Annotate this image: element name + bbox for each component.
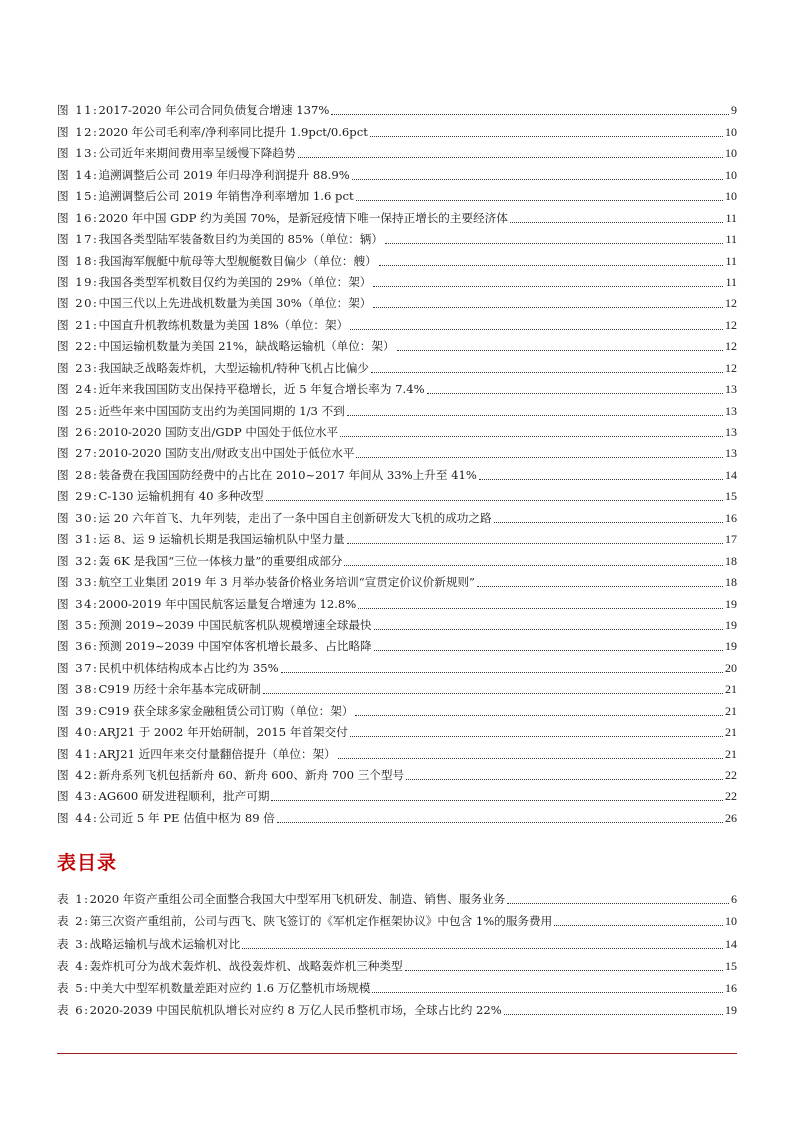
figure-entry-label: 图 22: [57,339,99,354]
leader-dots [507,892,729,906]
figure-entry-title: 中国运输机数量为美国 21%，缺战略运输机（单位：架） [98,339,395,354]
leader-dots [405,959,723,973]
leader-dots [504,1003,723,1017]
figure-entry-title: 2020 年公司毛利率/净利率同比提升 1.9pct/0.6pct [98,124,368,139]
figure-entry-page-number: 10 [725,167,737,182]
leader-dots [510,211,724,225]
leader-dots [554,914,723,928]
leader-dots [355,704,723,718]
figure-entry[interactable] [57,589,737,610]
figure-entry-title: 2010-2020 国防支出/财政支出中国处于低位水平 [98,446,355,461]
table-entry-page-number: 14 [725,936,737,951]
figure-entry-label: 图 44: [57,810,99,825]
figure-entry[interactable] [57,182,737,203]
figure-entry-label: 图 11: [57,103,99,118]
leader-dots [338,747,723,761]
leader-dots [374,639,723,653]
figure-entry[interactable] [57,503,737,524]
figure-entry-title: C919 获全球多家金融租赁公司订购（单位：架） [98,703,354,718]
table-entry-title: 2020 年资产重组公司全面整合我国大中型军用飞机研发、制造、销售、服务业务 [89,892,506,907]
figure-entry-page-number: 13 [725,425,737,439]
leader-dots [479,468,723,482]
figure-entry-page-number: 12 [725,360,737,375]
figure-entry[interactable] [57,203,737,224]
figure-entry-page-number: 16 [725,510,737,525]
figure-entry-title: 运 8、运 9 运输机长期是我国运输机队中坚力量 [98,532,345,547]
figure-entry[interactable] [57,375,737,396]
figure-entry-page-number: 14 [725,467,737,482]
figure-entry[interactable] [57,739,737,760]
figure-entry-title: 追溯调整后公司 2019 年销售净利率增加 1.6 pct [98,189,354,204]
figure-entry-page-number: 18 [725,553,737,568]
figure-entry-page-number: 11 [725,232,737,247]
figure-entry-title: 轰 6K 是我国“三位一体核力量”的重要组成部分 [98,553,343,568]
leader-dots [271,789,723,803]
figure-entry-title: 2020 年中国 GDP 约为美国 70%，是新冠疫情下唯一保持正增长的主要经济体 [98,210,508,225]
leader-dots [373,275,723,289]
leader-dots [373,296,723,310]
figure-entry-page-number: 21 [725,703,737,718]
table-entry[interactable] [57,951,737,973]
leader-dots [385,232,723,246]
figure-entry-title: 公司近 5 年 PE 估值中枢为 89 倍 [98,810,275,825]
figure-entry-title: C919 历经十余年基本完成研制 [98,682,261,697]
figure-entry-label: 图 17: [57,232,99,247]
figure-entry-label: 图 30: [57,510,99,525]
table-entry-title: 2020-2039 中国民航机队增长对应约 8 万亿人民币整机市场，全球占比约 22% [89,1003,502,1018]
figure-entry[interactable] [57,675,737,696]
leader-dots [370,125,723,139]
figure-entry-label: 图 20: [57,296,99,311]
figure-entry-title: 近年来我国国防支出保持平稳增长，近 5 年复合增长率为 7.4% [98,382,425,397]
leader-dots [277,811,723,825]
leader-dots [379,254,724,268]
figure-entry-page-number: 12 [725,317,737,332]
figure-entry-label: 图 37: [57,660,99,675]
figure-entry[interactable] [57,160,737,181]
figure-entry-title: 预测 2019~2039 中国窄体客机增长最多、占比略降 [98,639,372,654]
figure-entry-title: 中国直升机教练机数量为美国 18%（单位：架） [98,317,349,332]
table-list [57,884,737,1017]
figure-entry[interactable] [57,353,737,374]
figure-entry-page-number: 12 [725,339,737,354]
figure-entry-page-number: 11 [725,274,737,289]
figure-entry-label: 图 15: [57,189,99,204]
figure-entry-page-number: 20 [725,660,737,675]
table-entry[interactable] [57,928,737,950]
table-entry-title: 中美大中型军机数量差距对应约 1.6 万亿整机市场规模 [89,980,371,995]
figure-entry-page-number: 22 [725,789,737,804]
figure-entry-page-number: 13 [725,403,737,418]
figure-entry-title: 航空工业集团 2019 年 3 月举办装备价格业务培训“宣贯定价议价新规则” [98,575,475,590]
table-entry-title: 战略运输机与战术运输机对比 [89,936,241,951]
figure-entry-page-number: 19 [725,617,737,632]
figure-entry-page-number: 21 [725,725,737,740]
figure-entry-title: 我国各类型陆军装备数目约为美国的 85%（单位：辆） [98,232,383,247]
figure-entry-page-number: 17 [725,532,737,547]
leader-dots [397,339,723,353]
figure-entry[interactable] [57,482,737,503]
figure-entry-label: 图 25: [57,403,99,418]
figure-entry-label: 图 41: [57,746,99,761]
figure-entry-title: 装备费在我国国防经费中的占比在 2010~2017 年间从 33%上升至 41% [98,467,477,482]
figure-entry-title: 我国海军舰艇中航母等大型舰艇数目偏少（单位：艘） [98,253,377,268]
figure-entry[interactable] [57,460,737,481]
figure-entry-page-number: 11 [725,253,737,268]
table-entry-label: 表 1: [57,892,90,907]
leader-dots [356,189,723,203]
figure-entry-page-number: 21 [725,746,737,761]
figure-entry-label: 图 43: [57,789,99,804]
figure-entry-label: 图 31: [57,532,99,547]
figure-entry-title: 2010-2020 国防支出/GDP 中国处于低位水平 [98,425,339,439]
table-entry-label: 表 3: [57,936,90,951]
leader-dots [263,682,723,696]
leader-dots [347,404,723,418]
figure-entry-title: 追溯调整后公司 2019 年归母净利润提升 88.9% [98,167,350,182]
leader-dots [344,554,723,568]
figure-entry-label: 图 40: [57,725,99,740]
figure-entry-title: ARJ21 近四年来交付量翻倍提升（单位：架） [98,746,336,761]
figure-entry-page-number: 13 [725,382,737,397]
leader-dots [406,768,723,782]
figure-entry-title: 预测 2019~2039 中国民航客机队规模增速全球最快 [98,617,372,632]
leader-dots [352,168,723,182]
figure-entry-label: 图 13: [57,146,99,161]
figure-entry-label: 图 42: [57,768,99,782]
figure-entry-label: 图 33: [57,575,99,590]
figure-entry[interactable] [57,439,737,460]
figure-entry-page-number: 15 [725,489,737,504]
table-entry[interactable] [57,995,737,1017]
figure-entry-label: 图 14: [57,167,99,182]
table-entry-page-number: 15 [725,958,737,973]
figure-entry-page-number: 22 [725,768,737,782]
figure-entry-title: 近些年来中国国防支出约为美国同期的 1/3 不到 [98,403,345,418]
leader-dots [298,146,723,160]
figure-entry[interactable] [57,225,737,246]
leader-dots [242,937,723,951]
figure-entry-label: 图 18: [57,253,99,268]
figure-entry-page-number: 10 [725,189,737,204]
leader-dots [374,618,723,632]
figure-entry-label: 图 29: [57,489,99,504]
figure-entry[interactable] [57,696,737,717]
figure-entry[interactable] [57,332,737,353]
figure-entry[interactable] [57,653,737,674]
figure-entry[interactable] [57,396,737,417]
figure-entry[interactable] [57,546,737,567]
figure-entry-label: 图 34: [57,596,99,611]
figure-entry-title: 新舟系列飞机包括新舟 60、新舟 600、新舟 700 三个型号 [98,768,405,782]
figure-entry-label: 图 19: [57,274,99,289]
figure-entry[interactable] [57,782,737,803]
figure-entry-title: AG600 研发进程顺利，批产可期 [98,789,270,804]
leader-dots [331,103,729,117]
figure-entry[interactable] [57,246,737,267]
figure-entry-label: 图 35: [57,617,99,632]
figure-entry[interactable] [57,611,737,632]
leader-dots [340,425,723,439]
figure-entry-page-number: 18 [725,575,737,590]
figure-entry-title: C-130 运输机拥有 40 多种改型 [98,489,264,504]
figure-entry-page-number: 26 [725,810,737,825]
leader-dots [371,361,723,375]
figure-entry-label: 图 23: [57,360,99,375]
figure-entry[interactable] [57,418,737,439]
table-entry-page-number: 6 [731,892,737,907]
figure-entry[interactable] [57,96,737,117]
figure-entry[interactable] [57,139,737,160]
figure-entry-label: 图 21: [57,317,99,332]
leader-dots [477,575,723,589]
figure-entry-title: 2000-2019 年中国民航客运量复合增速为 12.8% [98,596,357,611]
figure-entry-page-number: 19 [725,596,737,611]
figure-entry-page-number: 12 [725,296,737,311]
figure-entry[interactable] [57,568,737,589]
figure-entry[interactable] [57,289,737,310]
figure-entry-label: 图 26: [57,425,99,439]
figure-entry-label: 图 28: [57,467,99,482]
leader-dots [350,725,723,739]
table-list-heading: 表目录 [57,852,118,874]
leader-dots [356,446,723,460]
leader-dots [372,981,723,995]
figure-entry[interactable] [57,117,737,138]
leader-dots [350,318,723,332]
figure-entry-label: 图 32: [57,553,99,568]
table-entry-label: 表 5: [57,980,90,995]
figure-entry[interactable] [57,803,737,824]
figure-entry[interactable] [57,525,737,546]
table-entry[interactable] [57,906,737,928]
figure-entry-title: 民机中机体结构成本占比约为 35% [98,660,279,675]
figure-entry-title: 运 20 六年首飞、九年列装，走出了一条中国自主创新研发大飞机的成功之路 [98,510,492,525]
table-entry[interactable] [57,973,737,995]
table-entry-label: 表 6: [57,1003,90,1018]
figure-entry-label: 图 36: [57,639,99,654]
table-entry[interactable] [57,884,737,906]
table-entry-label: 表 4: [57,958,90,973]
table-entry-page-number: 19 [725,1003,737,1018]
figure-entry[interactable] [57,310,737,331]
leader-dots [494,511,723,525]
figure-entry-page-number: 10 [725,146,737,161]
figure-list [57,96,737,825]
leader-dots [347,532,723,546]
figure-entry-page-number: 9 [731,103,737,118]
figure-entry-page-number: 11 [725,210,737,225]
figure-entry-page-number: 21 [725,682,737,697]
table-entry-title: 第三次资产重组前，公司与西飞、陕飞签订的《军机定作框架协议》中包含 1%的服务费用 [89,914,553,929]
figure-entry[interactable] [57,632,737,653]
figure-entry-label: 图 39: [57,703,99,718]
table-entry-page-number: 10 [725,914,737,929]
figure-entry-title: 我国各类型军机数目仅约为美国的 29%（单位：架） [98,274,372,289]
table-entry-page-number: 16 [725,980,737,995]
figure-entry-label: 图 38: [57,682,99,697]
figure-entry[interactable] [57,718,737,739]
figure-entry-title: 2017-2020 年公司合同负债复合增速 137% [98,103,330,118]
leader-dots [358,597,723,611]
figure-entry[interactable] [57,761,737,782]
figure-entry-label: 图 24: [57,382,99,397]
leader-dots [281,661,723,675]
leader-dots [427,382,723,396]
figure-entry-label: 图 12: [57,124,99,139]
leader-dots [266,489,723,503]
table-entry-label: 表 2: [57,914,90,929]
figure-entry-page-number: 13 [725,446,737,461]
table-entry-title: 轰炸机可分为战术轰炸机、战役轰炸机、战略轰炸机三种类型 [89,958,403,973]
figure-entry-page-number: 19 [725,639,737,654]
figure-entry-title: 公司近年来期间费用率呈缓慢下降趋势 [98,146,296,161]
figure-entry-title: ARJ21 于 2002 年开始研制，2015 年首架交付 [98,725,348,740]
figure-entry-label: 图 27: [57,446,99,461]
figure-entry[interactable] [57,268,737,289]
footer-divider [57,1053,737,1054]
figure-entry-title: 中国三代以上先进战机数量为美国 30%（单位：架） [98,296,372,311]
figure-entry-title: 我国缺乏战略轰炸机，大型运输机/特种飞机占比偏少 [98,360,370,375]
figure-entry-label: 图 16: [57,210,99,225]
figure-entry-page-number: 10 [725,124,737,139]
